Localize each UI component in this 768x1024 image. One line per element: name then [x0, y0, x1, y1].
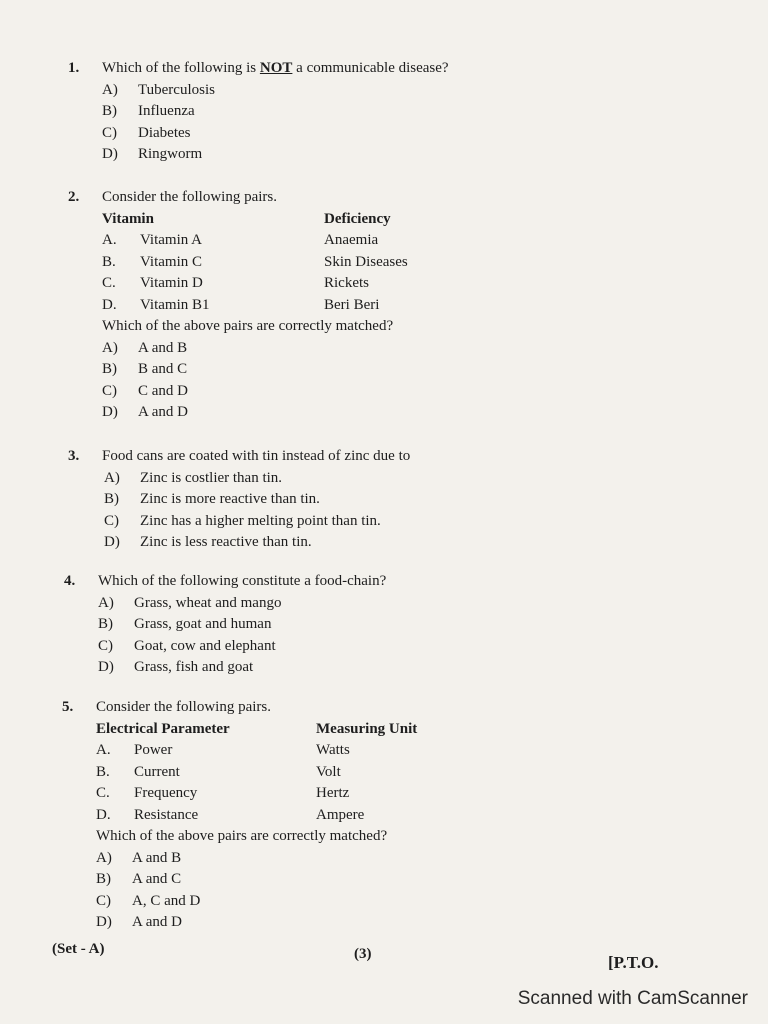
option-label: B)	[102, 361, 117, 377]
option	[96, 891, 417, 913]
column-header: Deficiency	[324, 210, 391, 227]
question-stem: Food cans are coated with tin instead of zinc due to	[102, 448, 411, 464]
pair-label: A.	[96, 742, 111, 758]
pair-left: Frequency	[134, 785, 198, 801]
pair-row	[102, 295, 408, 317]
option-text: Ringworm	[138, 146, 203, 162]
question-4	[64, 571, 386, 679]
pair-row	[96, 740, 417, 762]
pair-left: Vitamin C	[140, 253, 203, 270]
option	[102, 381, 408, 403]
option-label: C)	[102, 382, 117, 399]
pair-right: Beri Beri	[324, 296, 380, 313]
option-label: B)	[102, 103, 117, 119]
question-stem	[102, 58, 449, 80]
pair-right: Anaemia	[324, 232, 379, 248]
option	[102, 338, 408, 360]
stem-text: Which of the following is	[102, 60, 260, 76]
pair-left: Current	[134, 763, 180, 780]
option	[96, 869, 417, 891]
pair-label: D.	[102, 296, 117, 313]
option-text: C and D	[138, 382, 188, 399]
option-text: A and C	[132, 871, 182, 887]
option-text: B and C	[138, 361, 188, 377]
pair-left: Vitamin D	[140, 275, 203, 291]
option-text: Grass, fish and goat	[134, 659, 254, 675]
option	[96, 848, 417, 870]
pair-right: Volt	[316, 763, 341, 780]
option-label: C)	[102, 124, 117, 141]
option	[102, 123, 449, 145]
question-stem: Consider the following pairs.	[102, 189, 277, 205]
pair-label: C.	[102, 275, 116, 291]
option-text: A and B	[132, 849, 182, 866]
option-text: A and D	[132, 914, 182, 930]
option-text: Zinc has a higher melting point than tin.	[140, 512, 381, 529]
pair-row	[102, 273, 408, 295]
pair-right: Skin Diseases	[324, 253, 408, 270]
footer-pto: [P.T.O.	[608, 953, 659, 972]
option-text: Tuberculosis	[138, 81, 215, 98]
stem-text: a communicable disease?	[292, 60, 449, 76]
option-label: B)	[104, 491, 119, 507]
option-label: D)	[102, 404, 118, 420]
pair-row	[96, 762, 417, 784]
option	[98, 593, 386, 615]
question-2	[68, 187, 408, 424]
option-text: A and B	[138, 339, 188, 356]
scanner-watermark: Scanned with CamScanner	[517, 988, 748, 1009]
column-header: Electrical Parameter	[96, 720, 230, 737]
option-text: Goat, cow and elephant	[134, 637, 276, 654]
option	[102, 80, 449, 102]
footer-page-number: (3)	[354, 946, 372, 962]
pairs-question: Which of the above pairs are correctly matched?	[96, 828, 388, 844]
option-text: Zinc is costlier than tin.	[140, 469, 283, 486]
option	[98, 636, 386, 658]
option	[104, 532, 410, 554]
pair-right: Watts	[316, 742, 350, 758]
option	[96, 912, 417, 934]
pair-label: B.	[102, 253, 116, 270]
pair-label: C.	[96, 785, 110, 801]
option-label: C)	[104, 512, 119, 529]
pair-label: D.	[96, 806, 111, 823]
option-label: A)	[104, 469, 120, 486]
question-number: 4.	[64, 573, 76, 589]
option-text: Grass, wheat and mango	[134, 594, 282, 611]
option-label: A)	[98, 594, 114, 611]
option-label: C)	[98, 637, 113, 654]
column-header: Measuring Unit	[316, 720, 418, 737]
pair-right: Ampere	[316, 806, 365, 823]
pair-row	[96, 805, 417, 827]
option	[102, 144, 449, 166]
option-label: D)	[102, 146, 118, 162]
pair-left: Resistance	[134, 806, 199, 823]
question-1	[68, 58, 449, 166]
pairs-question: Which of the above pairs are correctly matched?	[102, 318, 394, 334]
stem-emphasis: NOT	[259, 60, 293, 76]
option-label: B)	[96, 871, 111, 887]
pair-left: Vitamin A	[140, 232, 203, 248]
option-text: Zinc is less reactive than tin.	[140, 534, 312, 550]
pair-right: Hertz	[316, 785, 350, 801]
option	[102, 402, 408, 424]
pair-label: B.	[96, 763, 110, 780]
pair-row	[96, 783, 417, 805]
pairs-header	[102, 209, 408, 231]
option-label: A)	[102, 339, 118, 356]
option-label: A)	[102, 81, 118, 98]
pair-row	[102, 252, 408, 274]
option	[102, 359, 408, 381]
option	[104, 468, 410, 490]
option-label: A)	[96, 849, 112, 866]
pair-left: Power	[134, 742, 173, 758]
option-label: C)	[96, 892, 111, 909]
option-text: Diabetes	[138, 124, 191, 141]
question-number: 1.	[68, 60, 80, 76]
option	[104, 489, 410, 511]
option	[98, 614, 386, 636]
pair-label: A.	[102, 232, 117, 248]
option	[104, 511, 410, 533]
option-label: D)	[98, 659, 114, 675]
pair-left: Vitamin B1	[140, 296, 210, 313]
pair-row	[102, 230, 408, 252]
option	[102, 101, 449, 123]
column-header: Vitamin	[102, 210, 154, 227]
option-label: B)	[98, 616, 113, 632]
option-text: A, C and D	[132, 892, 201, 909]
question-number: 3.	[68, 448, 80, 464]
question-3	[68, 446, 410, 554]
footer-set-label: (Set - A)	[52, 941, 105, 957]
option-text: A and D	[138, 404, 188, 420]
option-text: Zinc is more reactive than tin.	[140, 491, 320, 507]
option	[98, 657, 386, 679]
option-label: D)	[96, 914, 112, 930]
question-number: 2.	[68, 189, 80, 205]
pair-right: Rickets	[324, 275, 369, 291]
question-stem: Consider the following pairs.	[96, 699, 271, 715]
question-number: 5.	[62, 699, 74, 715]
question-5	[62, 697, 417, 934]
question-stem: Which of the following constitute a food-chain?	[98, 573, 387, 589]
option-label: D)	[104, 534, 120, 550]
pairs-header	[96, 719, 417, 741]
option-text: Influenza	[138, 103, 195, 119]
option-text: Grass, goat and human	[134, 616, 272, 632]
